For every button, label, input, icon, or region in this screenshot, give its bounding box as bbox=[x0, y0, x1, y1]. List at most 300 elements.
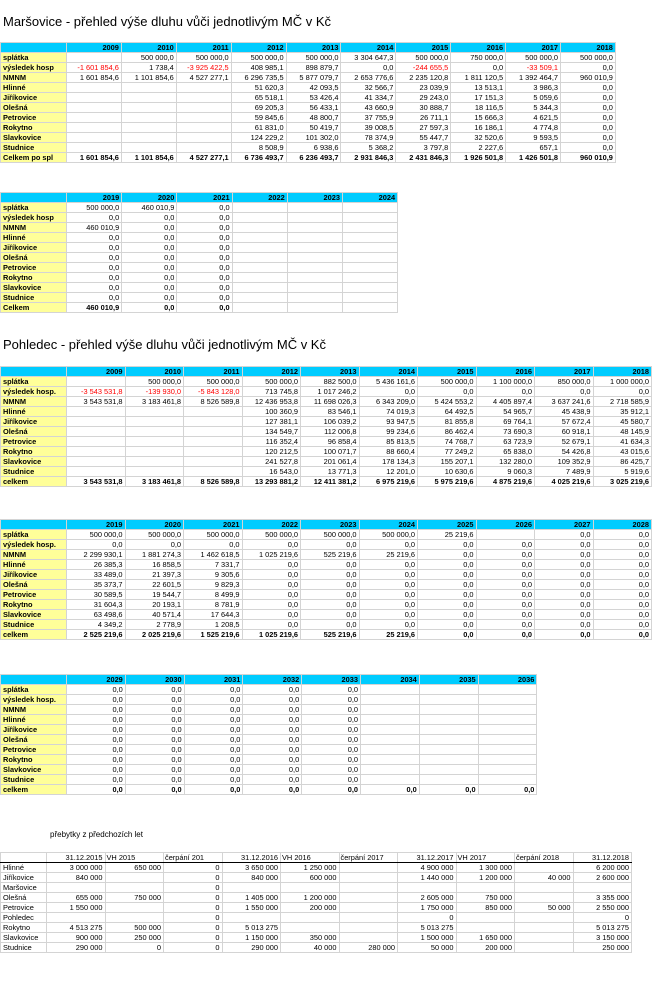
value-cell: 0,0 bbox=[341, 63, 396, 73]
value-cell: 5 424 553,2 bbox=[418, 397, 477, 407]
value-cell: 0,0 bbox=[67, 233, 122, 243]
total-value: 1 926 501,8 bbox=[451, 153, 506, 163]
surplus-row-label: Studnice bbox=[1, 943, 47, 953]
value-cell: 0,0 bbox=[184, 775, 243, 785]
surplus-row-label: Olešná bbox=[1, 893, 47, 903]
surplus-row bbox=[1, 873, 632, 883]
value-cell: 0,0 bbox=[67, 263, 122, 273]
value-cell: 0,0 bbox=[476, 550, 535, 560]
value-cell: 41 334,7 bbox=[341, 93, 396, 103]
surplus-value: 2 550 000 bbox=[573, 903, 632, 913]
year-header: 2011 bbox=[176, 43, 231, 53]
value-cell bbox=[67, 377, 126, 387]
surplus-row-label: Pohledec bbox=[1, 913, 47, 923]
value-cell: 0,0 bbox=[476, 387, 535, 397]
surplus-value: 1 200 000 bbox=[281, 893, 340, 903]
value-cell: 0,0 bbox=[125, 775, 184, 785]
value-cell: 0,0 bbox=[67, 755, 126, 765]
value-cell: 35 373,7 bbox=[67, 580, 126, 590]
row-label: Olešná bbox=[1, 103, 67, 113]
value-cell: 8 781,9 bbox=[184, 600, 243, 610]
value-cell: 500 000,0 bbox=[121, 53, 176, 63]
value-cell: 0,0 bbox=[125, 755, 184, 765]
value-cell: 5 344,3 bbox=[506, 103, 561, 113]
value-cell: 1 017 246,2 bbox=[301, 387, 360, 397]
value-cell: 53 426,4 bbox=[286, 93, 341, 103]
value-cell: -5 843 128,0 bbox=[184, 387, 243, 397]
row-label: splátka bbox=[1, 53, 67, 63]
value-cell: 0,0 bbox=[243, 685, 302, 695]
total-value: 460 010,9 bbox=[67, 303, 122, 313]
value-cell: 0,0 bbox=[242, 600, 301, 610]
value-cell: 0,0 bbox=[476, 580, 535, 590]
total-value: 0,0 bbox=[419, 785, 478, 795]
total-value: 4 527 277,1 bbox=[176, 153, 231, 163]
surplus-row bbox=[1, 883, 632, 893]
value-cell: 0,0 bbox=[476, 610, 535, 620]
surplus-value bbox=[281, 913, 340, 923]
table-row bbox=[1, 273, 398, 283]
value-cell: 88 660,4 bbox=[359, 447, 418, 457]
value-cell: 0,0 bbox=[418, 590, 477, 600]
total-value: 4 025 219,6 bbox=[535, 477, 594, 487]
value-cell: 0,0 bbox=[359, 610, 418, 620]
value-cell: 9 060,3 bbox=[476, 467, 535, 477]
value-cell: 460 010,9 bbox=[67, 223, 122, 233]
table-row bbox=[1, 387, 652, 397]
surplus-value: 200 000 bbox=[281, 903, 340, 913]
surplus-value: 900 000 bbox=[47, 933, 106, 943]
year-header: 2019 bbox=[67, 193, 122, 203]
table-row bbox=[1, 745, 537, 755]
surplus-column-header: 31.12.2018 bbox=[573, 853, 632, 863]
table-row bbox=[1, 417, 652, 427]
table-row bbox=[1, 133, 616, 143]
value-cell: 500 000,0 bbox=[67, 530, 126, 540]
marsovice-table-2009-2018 bbox=[0, 42, 616, 163]
value-cell: 9 305,6 bbox=[184, 570, 243, 580]
value-cell: 30 589,5 bbox=[67, 590, 126, 600]
year-header: 2029 bbox=[67, 675, 126, 685]
row-label: výsledek hosp. bbox=[1, 695, 67, 705]
value-cell: 42 093,5 bbox=[286, 83, 341, 93]
value-cell: 26 385,3 bbox=[67, 560, 126, 570]
value-cell: 0,0 bbox=[125, 540, 184, 550]
value-cell bbox=[232, 253, 287, 263]
year-header: 2034 bbox=[360, 675, 419, 685]
value-cell bbox=[176, 93, 231, 103]
table-row bbox=[1, 570, 652, 580]
row-label: Hlinné bbox=[1, 560, 67, 570]
year-header: 2023 bbox=[301, 520, 360, 530]
value-cell: 0,0 bbox=[593, 580, 652, 590]
table-row bbox=[1, 213, 398, 223]
value-cell bbox=[232, 223, 287, 233]
surplus-row-label: Maršovice bbox=[1, 883, 47, 893]
row-label: splátka bbox=[1, 530, 67, 540]
value-cell bbox=[176, 83, 231, 93]
surplus-value: 750 000 bbox=[456, 893, 515, 903]
value-cell: 0,0 bbox=[359, 570, 418, 580]
value-cell: 65 518,1 bbox=[231, 93, 286, 103]
value-cell bbox=[67, 457, 126, 467]
value-cell: 0,0 bbox=[122, 263, 177, 273]
value-cell: 1 100 000,0 bbox=[476, 377, 535, 387]
year-header: 2010 bbox=[121, 43, 176, 53]
value-cell: 0,0 bbox=[177, 273, 232, 283]
value-cell: 6 938,6 bbox=[286, 143, 341, 153]
value-cell: 1 025 219,6 bbox=[242, 550, 301, 560]
year-header: 2015 bbox=[418, 367, 477, 377]
value-cell bbox=[360, 775, 419, 785]
surplus-value: 850 000 bbox=[456, 903, 515, 913]
row-label: výsledek hosp. bbox=[1, 387, 67, 397]
value-cell: 0,0 bbox=[593, 620, 652, 630]
surplus-value bbox=[515, 863, 574, 873]
value-cell bbox=[67, 427, 126, 437]
value-cell: 500 000,0 bbox=[184, 377, 243, 387]
value-cell: 74 768,7 bbox=[418, 437, 477, 447]
corner-cell bbox=[1, 193, 67, 203]
year-header: 2032 bbox=[243, 675, 302, 685]
surplus-value: 4 900 000 bbox=[398, 863, 457, 873]
value-cell: 0,0 bbox=[243, 755, 302, 765]
value-cell: 0,0 bbox=[184, 725, 243, 735]
value-cell: 8 526 589,8 bbox=[184, 397, 243, 407]
value-cell bbox=[125, 467, 184, 477]
row-label: Studnice bbox=[1, 467, 67, 477]
table-row bbox=[1, 143, 616, 153]
value-cell bbox=[342, 223, 397, 233]
year-header: 2025 bbox=[418, 520, 477, 530]
value-cell bbox=[478, 715, 537, 725]
table-row bbox=[1, 560, 652, 570]
pohledec-table-2019-2028 bbox=[0, 519, 652, 640]
row-label: Slavkovice bbox=[1, 457, 67, 467]
value-cell: 0,0 bbox=[593, 570, 652, 580]
value-cell: 7 489,9 bbox=[535, 467, 594, 477]
value-cell: 21 397,3 bbox=[125, 570, 184, 580]
total-value: 6 736 493,7 bbox=[231, 153, 286, 163]
value-cell: 0,0 bbox=[561, 123, 616, 133]
row-label: Rokytno bbox=[1, 123, 67, 133]
value-cell bbox=[67, 447, 126, 457]
row-label: Rokytno bbox=[1, 755, 67, 765]
value-cell: 0,0 bbox=[243, 745, 302, 755]
surplus-value: 3 650 000 bbox=[222, 863, 281, 873]
value-cell: 0,0 bbox=[177, 233, 232, 243]
value-cell: 116 352,4 bbox=[242, 437, 301, 447]
value-cell: 0,0 bbox=[418, 550, 477, 560]
value-cell: 33 489,0 bbox=[67, 570, 126, 580]
value-cell: 0,0 bbox=[593, 610, 652, 620]
surplus-column-header: VH 2016 bbox=[281, 853, 340, 863]
surplus-value: 1 650 000 bbox=[456, 933, 515, 943]
year-header: 2033 bbox=[302, 675, 361, 685]
row-label: Rokytno bbox=[1, 600, 67, 610]
value-cell: 500 000,0 bbox=[176, 53, 231, 63]
total-value: 525 219,6 bbox=[301, 630, 360, 640]
total-value: 4 875 219,6 bbox=[476, 477, 535, 487]
value-cell: 1 738,4 bbox=[121, 63, 176, 73]
value-cell: 0,0 bbox=[67, 715, 126, 725]
value-cell bbox=[67, 437, 126, 447]
value-cell: 0,0 bbox=[125, 765, 184, 775]
value-cell bbox=[419, 735, 478, 745]
value-cell: 0,0 bbox=[184, 540, 243, 550]
year-header: 2020 bbox=[122, 193, 177, 203]
total-value: 3 543 531,8 bbox=[67, 477, 126, 487]
surplus-value: 0 bbox=[164, 893, 223, 903]
value-cell: 0,0 bbox=[451, 63, 506, 73]
total-value: 1 426 501,8 bbox=[506, 153, 561, 163]
year-header: 2013 bbox=[301, 367, 360, 377]
value-cell bbox=[121, 83, 176, 93]
value-cell: 0,0 bbox=[561, 143, 616, 153]
value-cell bbox=[419, 745, 478, 755]
pohledec-table-2009-2018 bbox=[0, 366, 652, 487]
value-cell: 101 302,0 bbox=[286, 133, 341, 143]
row-label: splátka bbox=[1, 203, 67, 213]
value-cell bbox=[478, 765, 537, 775]
row-label: Hlinné bbox=[1, 83, 67, 93]
value-cell: 13 771,3 bbox=[301, 467, 360, 477]
surplus-column-header: 31.12.2015 bbox=[47, 853, 106, 863]
row-label: NMNM bbox=[1, 705, 67, 715]
value-cell bbox=[176, 103, 231, 113]
value-cell: 83 546,1 bbox=[301, 407, 360, 417]
value-cell: 0,0 bbox=[242, 620, 301, 630]
surplus-value: 3 355 000 bbox=[573, 893, 632, 903]
year-header: 2016 bbox=[451, 43, 506, 53]
year-header: 2012 bbox=[231, 43, 286, 53]
value-cell: 0,0 bbox=[242, 560, 301, 570]
value-cell bbox=[184, 417, 243, 427]
surplus-value bbox=[456, 883, 515, 893]
value-cell: 12 436 953,8 bbox=[242, 397, 301, 407]
surplus-value bbox=[105, 903, 164, 913]
surplus-value: 50 000 bbox=[515, 903, 574, 913]
table-row bbox=[1, 397, 652, 407]
row-label: NMNM bbox=[1, 223, 67, 233]
surplus-value bbox=[456, 913, 515, 923]
row-label: Petrovice bbox=[1, 113, 67, 123]
value-cell bbox=[125, 457, 184, 467]
value-cell: 0,0 bbox=[122, 253, 177, 263]
value-cell: 5 368,2 bbox=[341, 143, 396, 153]
value-cell bbox=[232, 243, 287, 253]
total-value bbox=[342, 303, 397, 313]
surplus-value bbox=[105, 913, 164, 923]
value-cell bbox=[419, 775, 478, 785]
value-cell: 51 620,3 bbox=[231, 83, 286, 93]
value-cell: 61 831,0 bbox=[231, 123, 286, 133]
surplus-column-header: VH 2017 bbox=[456, 853, 515, 863]
value-cell bbox=[360, 745, 419, 755]
surplus-value: 0 bbox=[164, 873, 223, 883]
value-cell: 0,0 bbox=[184, 715, 243, 725]
row-label: Petrovice bbox=[1, 745, 67, 755]
value-cell bbox=[287, 243, 342, 253]
value-cell: 898 879,7 bbox=[286, 63, 341, 73]
value-cell: 0,0 bbox=[243, 725, 302, 735]
total-row bbox=[1, 477, 652, 487]
value-cell: 0,0 bbox=[122, 233, 177, 243]
table-row bbox=[1, 610, 652, 620]
surplus-value: 6 200 000 bbox=[573, 863, 632, 873]
value-cell: 3 637 241,6 bbox=[535, 397, 594, 407]
corner-cell bbox=[1, 675, 67, 685]
value-cell: 16 543,0 bbox=[242, 467, 301, 477]
value-cell: 0,0 bbox=[359, 600, 418, 610]
surplus-value: 40 000 bbox=[515, 873, 574, 883]
value-cell: 0,0 bbox=[302, 695, 361, 705]
value-cell: 0,0 bbox=[184, 685, 243, 695]
value-cell: 0,0 bbox=[177, 263, 232, 273]
year-header: 2035 bbox=[419, 675, 478, 685]
value-cell: 0,0 bbox=[67, 293, 122, 303]
value-cell: 201 061,4 bbox=[301, 457, 360, 467]
value-cell: 241 527,8 bbox=[242, 457, 301, 467]
value-cell: 63 723,9 bbox=[476, 437, 535, 447]
value-cell bbox=[184, 447, 243, 457]
value-cell: 0,0 bbox=[476, 560, 535, 570]
value-cell: 0,0 bbox=[67, 735, 126, 745]
value-cell: 37 755,9 bbox=[341, 113, 396, 123]
value-cell: 500 000,0 bbox=[561, 53, 616, 63]
total-row bbox=[1, 153, 616, 163]
surplus-value: 650 000 bbox=[105, 863, 164, 873]
row-label: Petrovice bbox=[1, 263, 67, 273]
table-row bbox=[1, 427, 652, 437]
value-cell: 32 566,7 bbox=[341, 83, 396, 93]
total-value: 960 010,9 bbox=[561, 153, 616, 163]
value-cell: 12 201,0 bbox=[359, 467, 418, 477]
surplus-value bbox=[47, 913, 106, 923]
value-cell bbox=[176, 123, 231, 133]
row-label: NMNM bbox=[1, 73, 67, 83]
total-value: 0,0 bbox=[67, 785, 126, 795]
value-cell: 0,0 bbox=[125, 745, 184, 755]
value-cell: 0,0 bbox=[67, 685, 126, 695]
total-value: 2 025 219,6 bbox=[125, 630, 184, 640]
value-cell bbox=[67, 113, 122, 123]
surplus-row bbox=[1, 943, 632, 953]
row-label: Hlinné bbox=[1, 233, 67, 243]
value-cell: 0,0 bbox=[177, 293, 232, 303]
value-cell bbox=[419, 705, 478, 715]
total-value: 12 411 381,2 bbox=[301, 477, 360, 487]
value-cell bbox=[287, 223, 342, 233]
total-value: 2 931 846,3 bbox=[341, 153, 396, 163]
value-cell: 0,0 bbox=[301, 540, 360, 550]
surplus-column-header: VH 2015 bbox=[105, 853, 164, 863]
value-cell bbox=[478, 705, 537, 715]
table-row bbox=[1, 590, 652, 600]
value-cell: 0,0 bbox=[302, 755, 361, 765]
surplus-value: 0 bbox=[164, 933, 223, 943]
value-cell: 4 621,5 bbox=[506, 113, 561, 123]
value-cell: 0,0 bbox=[67, 243, 122, 253]
value-cell bbox=[176, 133, 231, 143]
year-header: 2027 bbox=[535, 520, 594, 530]
row-label: Olešná bbox=[1, 427, 67, 437]
value-cell: 48 145,9 bbox=[593, 427, 652, 437]
table-row bbox=[1, 447, 652, 457]
value-cell bbox=[232, 213, 287, 223]
total-value: 0,0 bbox=[125, 785, 184, 795]
surplus-column-header: 31.12.2016 bbox=[222, 853, 281, 863]
value-cell: 0,0 bbox=[418, 387, 477, 397]
value-cell bbox=[125, 417, 184, 427]
total-value: 0,0 bbox=[593, 630, 652, 640]
row-label: Studnice bbox=[1, 293, 67, 303]
surplus-value bbox=[515, 883, 574, 893]
value-cell bbox=[232, 263, 287, 273]
value-cell: 0,0 bbox=[302, 745, 361, 755]
total-label: celkem bbox=[1, 785, 67, 795]
value-cell: -139 930,0 bbox=[125, 387, 184, 397]
value-cell: 0,0 bbox=[67, 253, 122, 263]
row-label: výsledek hosp. bbox=[1, 540, 67, 550]
value-cell: 0,0 bbox=[177, 253, 232, 263]
value-cell bbox=[67, 93, 122, 103]
value-cell: 500 000,0 bbox=[396, 53, 451, 63]
value-cell: 0,0 bbox=[302, 765, 361, 775]
year-header-row bbox=[1, 520, 652, 530]
pohledec-table-2029-2036 bbox=[0, 674, 537, 795]
surplus-value: 0 bbox=[164, 923, 223, 933]
table-row bbox=[1, 530, 652, 540]
value-cell: 6 343 209,0 bbox=[359, 397, 418, 407]
value-cell: 19 544,7 bbox=[125, 590, 184, 600]
value-cell: 500 000,0 bbox=[418, 377, 477, 387]
row-label: Jiříkovice bbox=[1, 570, 67, 580]
value-cell bbox=[121, 133, 176, 143]
value-cell: 86 425,7 bbox=[593, 457, 652, 467]
value-cell bbox=[287, 213, 342, 223]
value-cell: 0,0 bbox=[561, 113, 616, 123]
value-cell: 6 296 735,5 bbox=[231, 73, 286, 83]
year-header: 2016 bbox=[476, 367, 535, 377]
value-cell: 713 745,8 bbox=[242, 387, 301, 397]
table-row bbox=[1, 457, 652, 467]
value-cell: 0,0 bbox=[359, 540, 418, 550]
value-cell bbox=[360, 765, 419, 775]
surplus-row-label: Hlinné bbox=[1, 863, 47, 873]
value-cell: 0,0 bbox=[535, 530, 594, 540]
year-header: 2018 bbox=[561, 43, 616, 53]
value-cell: 20 193,1 bbox=[125, 600, 184, 610]
value-cell: 0,0 bbox=[242, 610, 301, 620]
total-value: 1 025 219,6 bbox=[242, 630, 301, 640]
value-cell: 112 006,8 bbox=[301, 427, 360, 437]
value-cell: 56 433,1 bbox=[286, 103, 341, 113]
total-label: Celkem po spl bbox=[1, 153, 67, 163]
value-cell: 0,0 bbox=[535, 570, 594, 580]
value-cell: 0,0 bbox=[301, 560, 360, 570]
value-cell: 1 811 120,5 bbox=[451, 73, 506, 83]
value-cell bbox=[419, 695, 478, 705]
surplus-value bbox=[515, 943, 574, 953]
value-cell: 2 227,6 bbox=[451, 143, 506, 153]
value-cell: 2 299 930,1 bbox=[67, 550, 126, 560]
total-value: 0,0 bbox=[476, 630, 535, 640]
year-header: 2013 bbox=[286, 43, 341, 53]
value-cell: 0,0 bbox=[125, 685, 184, 695]
value-cell bbox=[121, 143, 176, 153]
surplus-row bbox=[1, 923, 632, 933]
